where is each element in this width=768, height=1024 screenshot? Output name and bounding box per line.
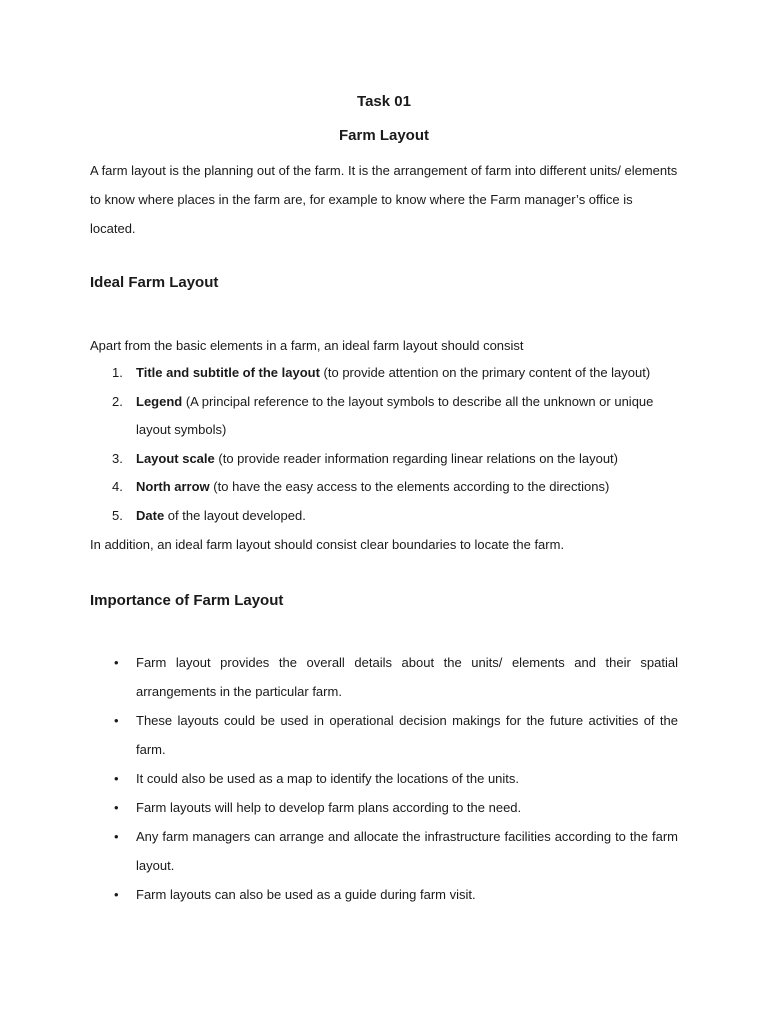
list-item-description: of the layout developed. — [164, 507, 306, 523]
bullet-icon: • — [114, 771, 119, 786]
bullet-icon: • — [114, 655, 119, 670]
list-item-text: Farm layout provides the overall details about the units/ elements and their spatial arrangements in the particular farm. — [136, 655, 678, 699]
list-item-number: 4. — [112, 479, 123, 494]
list-item — [90, 793, 678, 822]
ideal-closing-paragraph: In addition, an ideal farm layout should consist clear boundaries to locate the farm. — [90, 537, 565, 552]
ideal-elements-list — [90, 359, 680, 530]
ideal-lead-paragraph: Apart from the basic elements in a farm, an ideal farm layout should consist — [90, 338, 524, 353]
list-item-term: Legend — [136, 393, 183, 409]
list-item-number: 3. — [112, 450, 123, 466]
task-title: Task 01 — [357, 93, 411, 110]
bullet-icon: • — [114, 887, 119, 902]
list-item-text: These layouts could be used in operational decision makings for the future activities of the farm. — [136, 713, 678, 757]
list-item-text: Any farm managers can arrange and allocate the infrastructure facilities according to the farm layout. — [136, 829, 678, 873]
list-item-text: It could also be used as a map to identify the locations of the units. — [136, 771, 520, 786]
list-item — [90, 706, 678, 764]
list-item-number: 1. — [112, 365, 123, 380]
list-item-term: Layout scale — [136, 450, 215, 466]
list-item — [90, 822, 678, 880]
bullet-icon: • — [114, 713, 119, 728]
list-item-term: North arrow — [136, 479, 210, 494]
list-item-description: (to provide attention on the primary content of the layout) — [319, 365, 651, 380]
list-item — [90, 648, 678, 706]
list-item — [90, 359, 680, 388]
list-item-term: Title and subtitle of the layout — [136, 365, 320, 380]
list-item — [90, 764, 678, 793]
list-item-term: Date — [136, 507, 165, 523]
list-item-number: 5. — [112, 507, 123, 523]
ideal-farm-layout-heading: Ideal Farm Layout — [90, 274, 219, 291]
list-item-number: 2. — [112, 393, 123, 409]
importance-list — [90, 648, 678, 909]
list-item — [90, 880, 678, 909]
bullet-icon: • — [114, 829, 119, 844]
list-item — [90, 388, 680, 445]
bullet-icon: • — [114, 800, 119, 815]
list-item — [90, 445, 680, 474]
list-item-description: (A principal reference to the layout symbols to describe all the unknown or unique layout symbols) — [136, 393, 654, 437]
list-item-description: (to provide reader information regarding linear relations on the layout) — [214, 450, 618, 466]
list-item-text: Farm layouts can also be used as a guide during farm visit. — [136, 887, 476, 902]
document-title: Farm Layout — [338, 127, 429, 144]
importance-heading: Importance of Farm Layout — [90, 592, 284, 609]
list-item-description: (to have the easy access to the elements according to the directions) — [209, 479, 610, 494]
list-item — [90, 473, 680, 502]
list-item-text: Farm layouts will help to develop farm plans according to the need. — [136, 800, 522, 815]
intro-paragraph: A farm layout is the planning out of the farm. It is the arrangement of farm into different units/ elements to know where places in the farm are, for example to know where the Farm manager’s office is located. — [90, 163, 678, 236]
list-item — [90, 502, 680, 531]
